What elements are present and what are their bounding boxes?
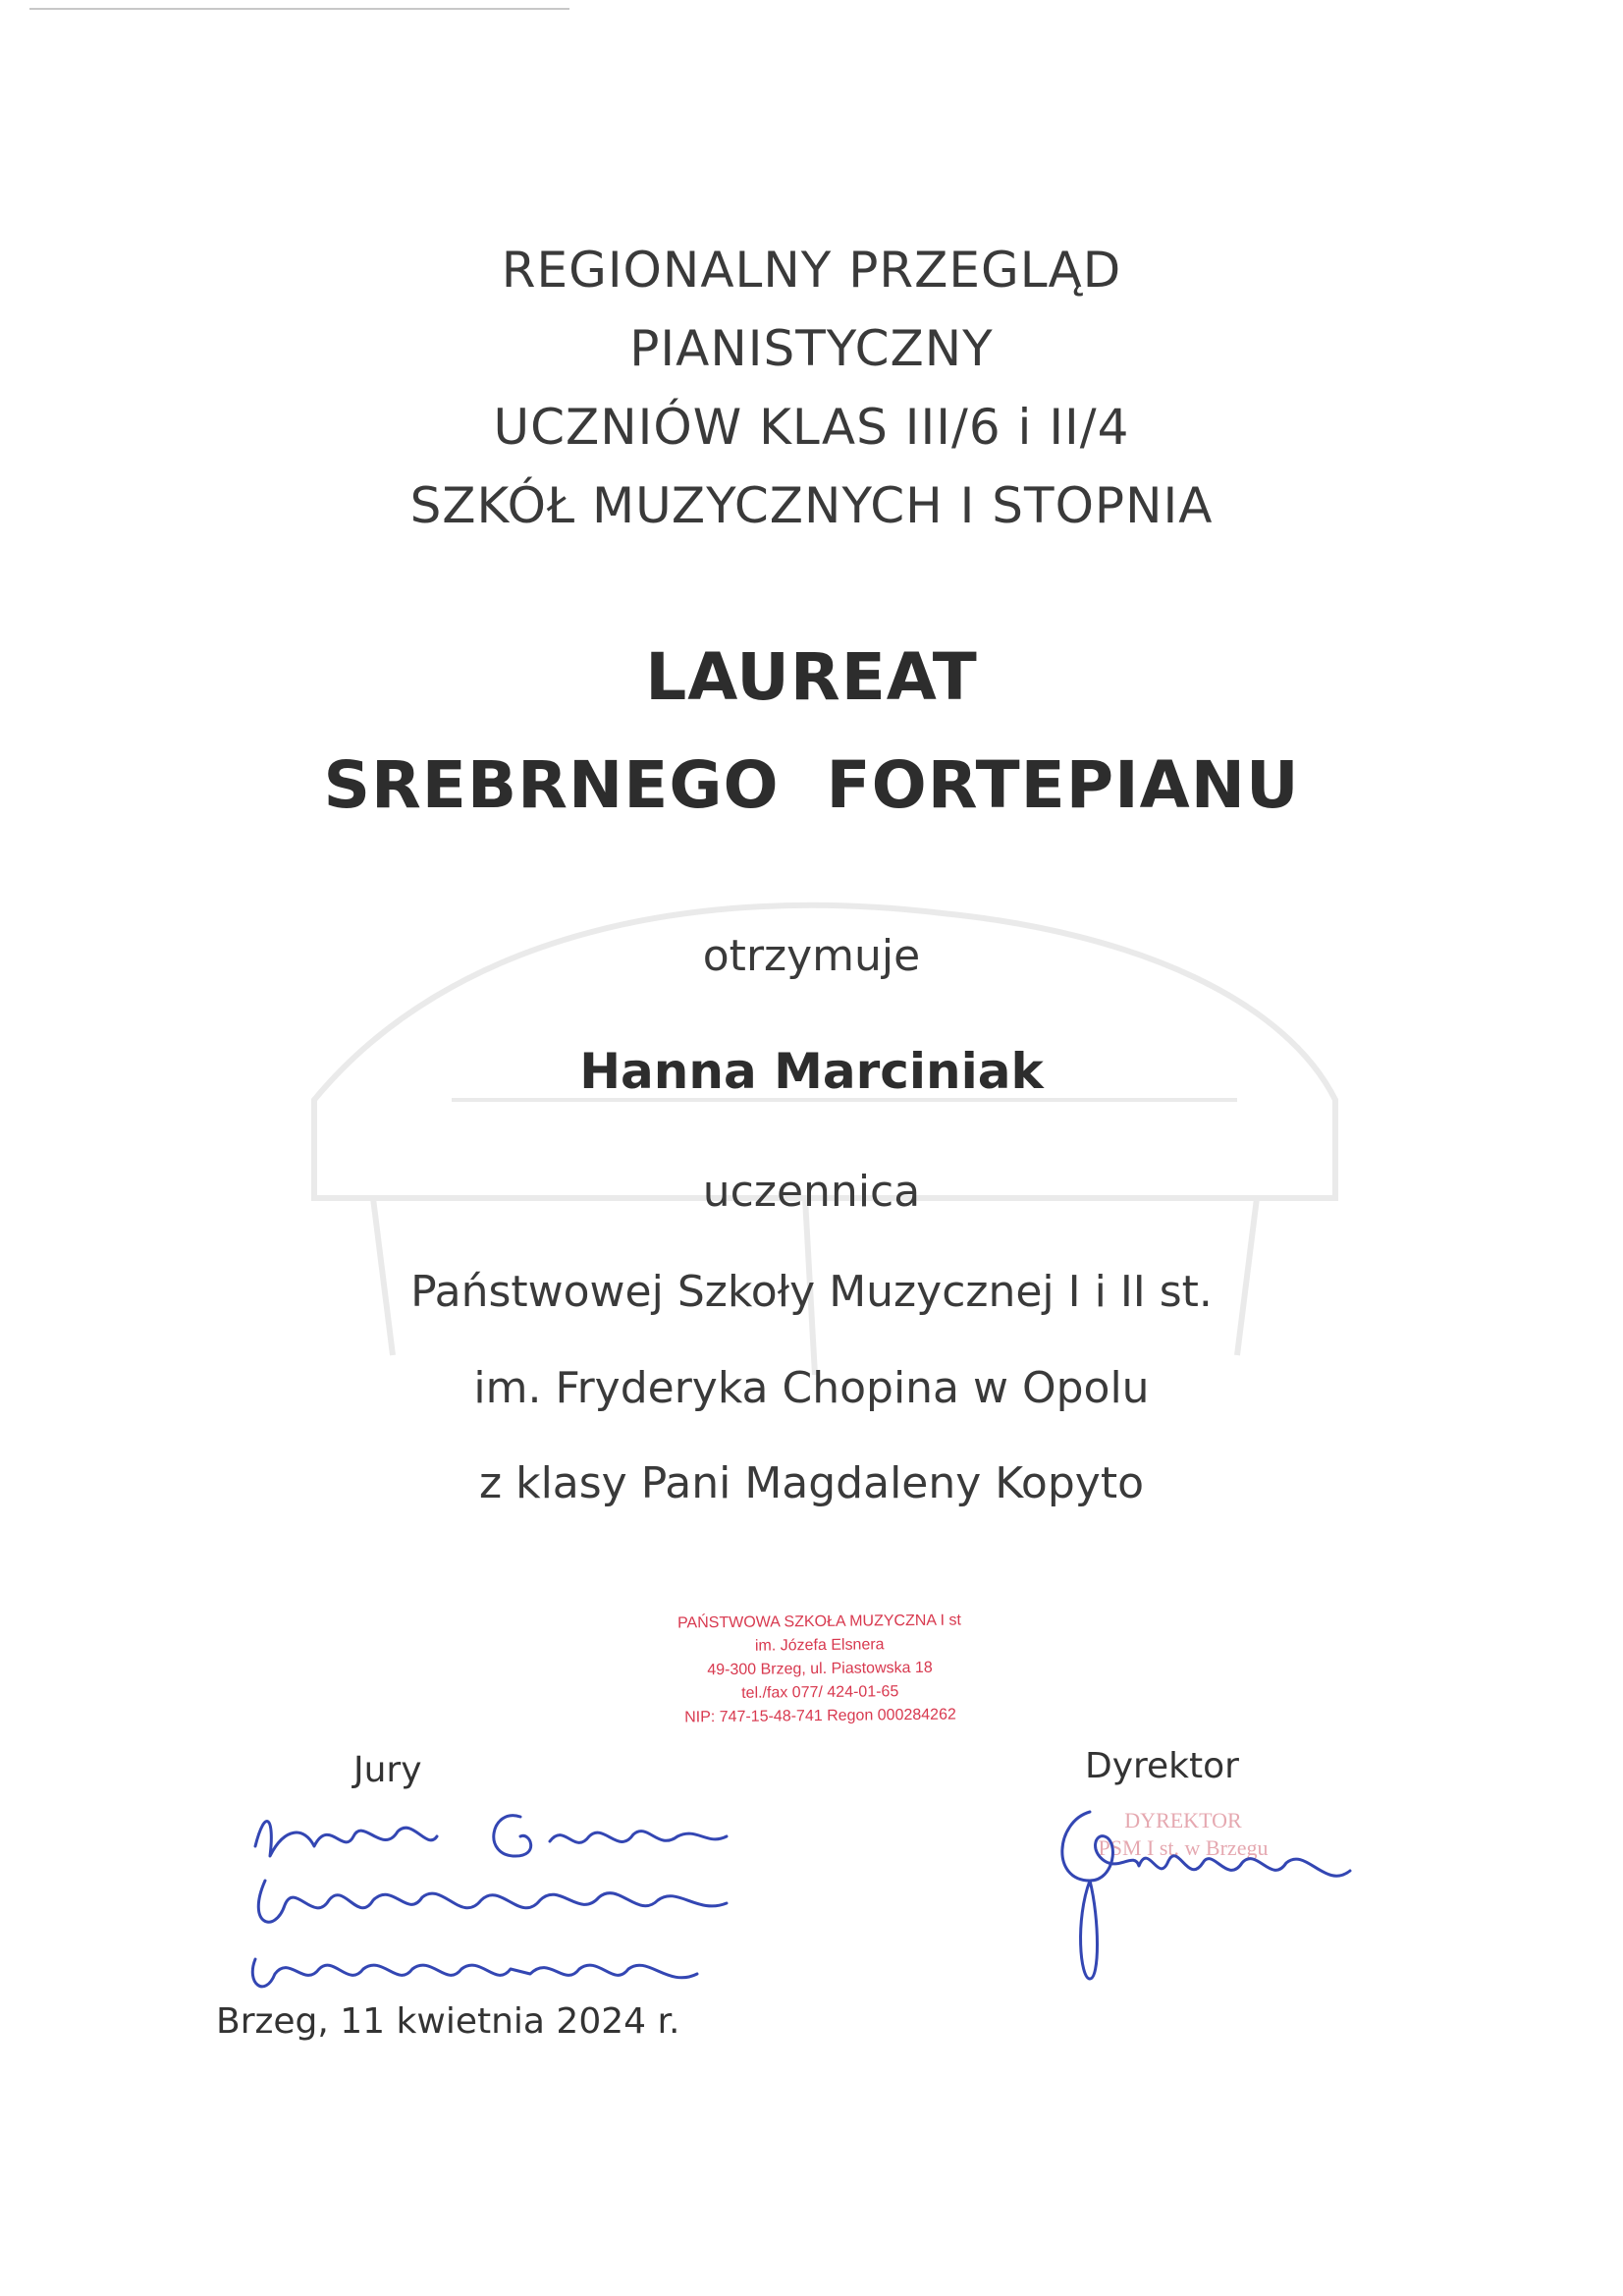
recipient-name: Hanna Marciniak — [579, 1043, 1044, 1100]
competition-header — [0, 231, 1623, 545]
place-date: Brzeg, 11 kwietnia 2024 r. — [216, 2001, 680, 2042]
intro-text: otrzymuje — [702, 931, 921, 981]
stamp-line-3: 49-300 Brzeg, ul. Piastowska 18 — [707, 1659, 933, 1679]
award-title-line-1: LAUREAT — [645, 639, 978, 715]
stamp-line-1: PAŃSTWOWA SZKOŁA MUZYCZNA I st — [676, 1612, 962, 1632]
header-line-2: PIANISTYCZNY — [629, 320, 994, 377]
stamp-line-5: NIP: 747-15-48-741 Regon 000284262 — [684, 1706, 956, 1726]
award-title — [0, 624, 1623, 840]
scan-edge-line — [29, 8, 569, 10]
stamp-line-4: tel./fax 077/ 424-01-65 — [741, 1683, 899, 1702]
header-line-3: UCZNIÓW KLAS III/6 i II/4 — [493, 399, 1130, 456]
director-stamp-line-2: PSM I st. w Brzegu — [1098, 1835, 1269, 1860]
stamp-line-2: im. Józefa Elsnera — [754, 1636, 885, 1655]
school-stamp — [642, 1609, 997, 1730]
school-line-1: Państwowej Szkoły Muzycznej I i II st. — [410, 1267, 1213, 1317]
jury-signatures — [236, 1787, 805, 2013]
award-title-line-2: SREBRNEGO FORTEPIANU — [323, 747, 1300, 823]
header-line-4: SZKÓŁ MUZYCZNYCH I STOPNIA — [409, 477, 1214, 534]
teacher-line: z klasy Pani Magdaleny Kopyto — [479, 1458, 1144, 1508]
jury-label: Jury — [353, 1750, 422, 1790]
director-stamp-line-1: DYREKTOR — [1124, 1808, 1242, 1832]
header-line-1: REGIONALNY PRZEGLĄD — [501, 242, 1122, 299]
recipient-role: uczennica — [702, 1167, 921, 1217]
school-line-2: im. Fryderyka Chopina w Opolu — [473, 1363, 1150, 1413]
director-label: Dyrektor — [1085, 1746, 1239, 1786]
director-signature — [1036, 1792, 1360, 1989]
